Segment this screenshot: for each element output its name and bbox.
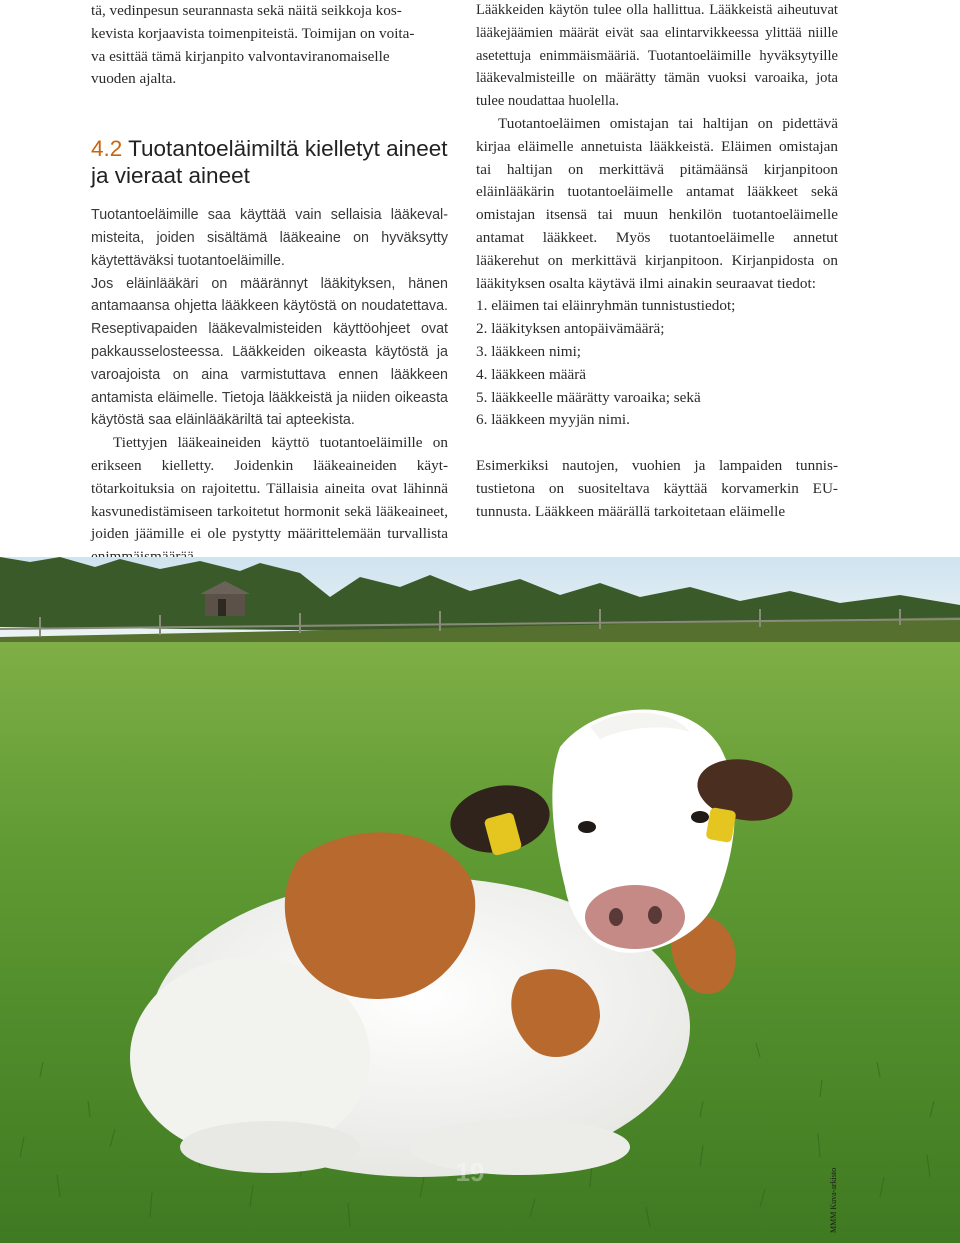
paragraph: Jos eläinlääkäri on määrännyt lääkityksen, hänen antamaansa ohjetta lääkkeen käytöstä on noudatettava. Reseptivapaiden lääkevalmisteiden käyttöohjeet ovat pakkausselosteessa. Lääkkeiden oikeasta käytöstä ja varoajoista on aina varmistuttava ennen lääkkeen antamista eläimelle. Tietoja lääkkeistä ja niiden oikeasta käytöstä saa eläinlääkäriltä tai apteekista.: [91, 275, 448, 429]
section-heading: [91, 135, 448, 189]
page-number: 19: [455, 1156, 485, 1187]
calf-photo: [0, 557, 960, 1243]
left-column: [91, 0, 448, 569]
list-item: 5. lääkkeelle määrätty varoaika; sekä: [476, 388, 701, 406]
list-item: 3. lääkkeen nimi;: [476, 342, 582, 360]
calf-eye: [578, 821, 596, 833]
paragraph: Lääkkeiden käytön tulee olla hallittua. Lääkkeistä aiheutuvat lääkejäämien määrät eivät saa elintarvikkeessa ylittää niille asetettuja enimmäismääriä. Tuotantoeläimille hyväksytyille lääkevalmisteille on määrätty tämän vuoksi varoaika, jota tulee noudattaa huolella.: [476, 2, 838, 110]
page-number-box: [440, 1152, 500, 1192]
paragraph: Esimerkiksi nautojen, vuohien ja lampaiden tunnistustietona on suositeltava käyttää korvamerkin EU-tunnusta. Lääkkeen määrällä tarkoitetaan eläimelle: [476, 456, 838, 520]
list-item: 6. lääkkeen myyjän nimi.: [476, 411, 630, 429]
paragraph: Tuotantoeläimen omistajan tai haltijan on pidettävä kirjaa eläimelle annetuista lääkkeistä. Eläimen omistajan tai haltijan on merkittävä pitämäänsä kirjanpitoon eläinlääkärin tuotantoeläimelle antamat lääkkeet sekä omistajan itsensä tai muun henkilön tuotantoeläimelle antamat lääkkeet. Myös tuotantoeläimelle annetut lääkerehut on merkittävä kirjanpitoon. Kirjanpidosta on lääkityksen osalta käytävä ilmi ainakin seuraavat tiedot:: [476, 114, 838, 292]
intro-line: va esittää tämä kirjanpito valvontaviranomaiselle: [91, 47, 390, 65]
paragraph: Tiettyjen lääkeaineiden käyttö tuotantoeläimille on erikseen kielletty. Joidenkin lääkeaineiden käyttötarkoituksia on rajoitettu. Tällaisia aineita ovat lähinnä kasvunedistämiseen tarkoitetut hormonit sekä lääkeaineet, joiden jäämille ei ole pystytty määrittelemään turvallista: [91, 434, 448, 543]
ear-tag: [705, 807, 736, 843]
intro-line: kevista korjaavista toimenpiteistä. Toimijan on voita-: [91, 24, 415, 42]
list-item: 2. lääkityksen antopäivämäärä;: [476, 320, 665, 338]
intro-line: vuoden ajalta.: [91, 70, 177, 88]
spacer: [476, 432, 838, 455]
list-item: 4. lääkkeen määrä: [476, 365, 587, 383]
right-column: [476, 0, 838, 523]
section-number: 4.2: [91, 136, 123, 162]
paragraph: Tuotantoeläimille saa käyttää vain sellaisia lääkevalmisteita, joiden sisältämä lääkeaine on hyväksytty käytettäväksi tuotantoeläimille.: [91, 207, 448, 269]
intro-line: tä, vedinpesun seurannasta sekä näitä seikkoja kos-: [91, 2, 402, 19]
list-item: 1. eläimen tai eläinryhmän tunnistustiedot;: [476, 297, 736, 315]
intro-text: [91, 0, 448, 91]
calf-photo-illustration: [0, 557, 960, 1243]
required-info-list: [476, 295, 838, 432]
calf-eye: [691, 811, 709, 823]
calf-muzzle: [585, 885, 685, 949]
photo-credit: MMM Kuva-arkisto: [829, 1167, 838, 1233]
section-title: Tuotantoeläimiltä kielletyt aineet ja vieraat aineet: [91, 136, 448, 189]
